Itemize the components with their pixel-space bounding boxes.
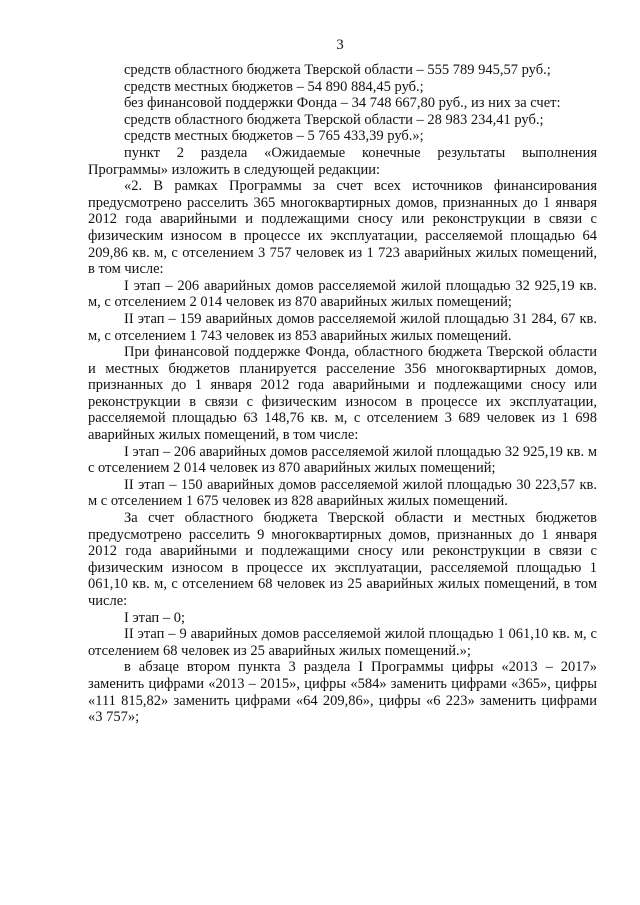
- text-line: средств местных бюджетов – 5 765 433,39 руб.»;: [124, 128, 424, 145]
- paragraph-section-amendment: в абзаце втором пункта 3 раздела I Программы цифры «2013 – 2017» заменить цифрами «2013 – 2015», цифры «584» заменить цифрами «365», цифры «111 815,82» заменить цифрами «64 209,86», цифры «6 223» заменить цифрами «3 757»;: [88, 659, 597, 726]
- page-number: 3: [336, 37, 344, 53]
- text-line: средств местных бюджетов – 54 890 884,45 руб.;: [124, 78, 424, 95]
- paragraph-stage-1: I этап – 206 аварийных домов расселяемой жилой площадью 32 925,19 кв. м, с отселением 2 014 человек из 870 аварийных жилых помещений;: [88, 277, 597, 311]
- paragraph-amendment-intro: пункт 2 раздела «Ожидаемые конечные результаты выполнения Программы» изложить в следующей редакции:: [88, 144, 597, 178]
- text-line: без финансовой поддержки Фонда – 34 748 667,80 руб., из них за счет:: [124, 95, 561, 112]
- paragraph-regional-stage-2: II этап – 9 аварийных домов расселяемой жилой площадью 1 061,10 кв. м, с отселением 68 человек из 25 аварийных жилых помещений.»;: [88, 626, 597, 659]
- text-line: средств областного бюджета Тверской области – 555 789 945,57 руб.;: [124, 62, 551, 78]
- paragraph-stage-2: II этап – 159 аварийных домов расселяемой жилой площадью 31 284, 67 кв. м, с отселением 1 743 человек из 853 аварийных жилых помещений.: [88, 310, 597, 344]
- paragraph-regional-stage-1: I этап – 0;: [124, 609, 185, 626]
- document-body: [88, 62, 597, 726]
- paragraph-regional-budget: За счет областного бюджета Тверской области и местных бюджетов предусмотрено расселить 9 многоквартирных домов, признанных до 1 января 2012 года аварийными и подлежащими сносу или реконструкции в связи с физическим износом в процессе их эксплуатации, расселяемой площадью 1 061,10 кв. м, с отселением 68 человек из 25 аварийных жилых помещений, в том числе:: [88, 510, 597, 609]
- paragraph-program-total: «2. В рамках Программы за счет всех источников финансирования предусмотрено расселить 365 многоквартирных домов, признанных до 1 января 2012 года аварийными и подлежащими сносу или реконструкции в связи с физическим износом в процессе их эксплуатации, расселяемой площадью 64 209,86 кв. м, с отселением 3 757 человек из 1 723 аварийных жилых помещений, в том числе:: [88, 178, 597, 278]
- text-line: средств областного бюджета Тверской области – 28 983 234,41 руб.;: [124, 111, 544, 128]
- paragraph-fund-stage-2: II этап – 150 аварийных домов расселяемой жилой площадью 30 223,57 кв. м с отселением 1 675 человек из 828 аварийных жилых помещений.: [88, 476, 597, 510]
- paragraph-fund-stage-1: I этап – 206 аварийных домов расселяемой жилой площадью 32 925,19 кв. м с отселением 2 014 человек из 870 аварийных жилых помещений;: [88, 443, 597, 477]
- paragraph-fund-support: При финансовой поддержке Фонда, областного бюджета Тверской области и местных бюджетов планируется расселение 356 многоквартирных домов, признанных до 1 января 2012 года аварийными и подлежащими сносу или реконструкции в связи с физическим износом в процессе их эксплуатации, расселяемой площадью 63 148,76 кв. м, с отселением 3 689 человек из 1 698 аварийных жилых помещений, в том числе:: [88, 344, 597, 444]
